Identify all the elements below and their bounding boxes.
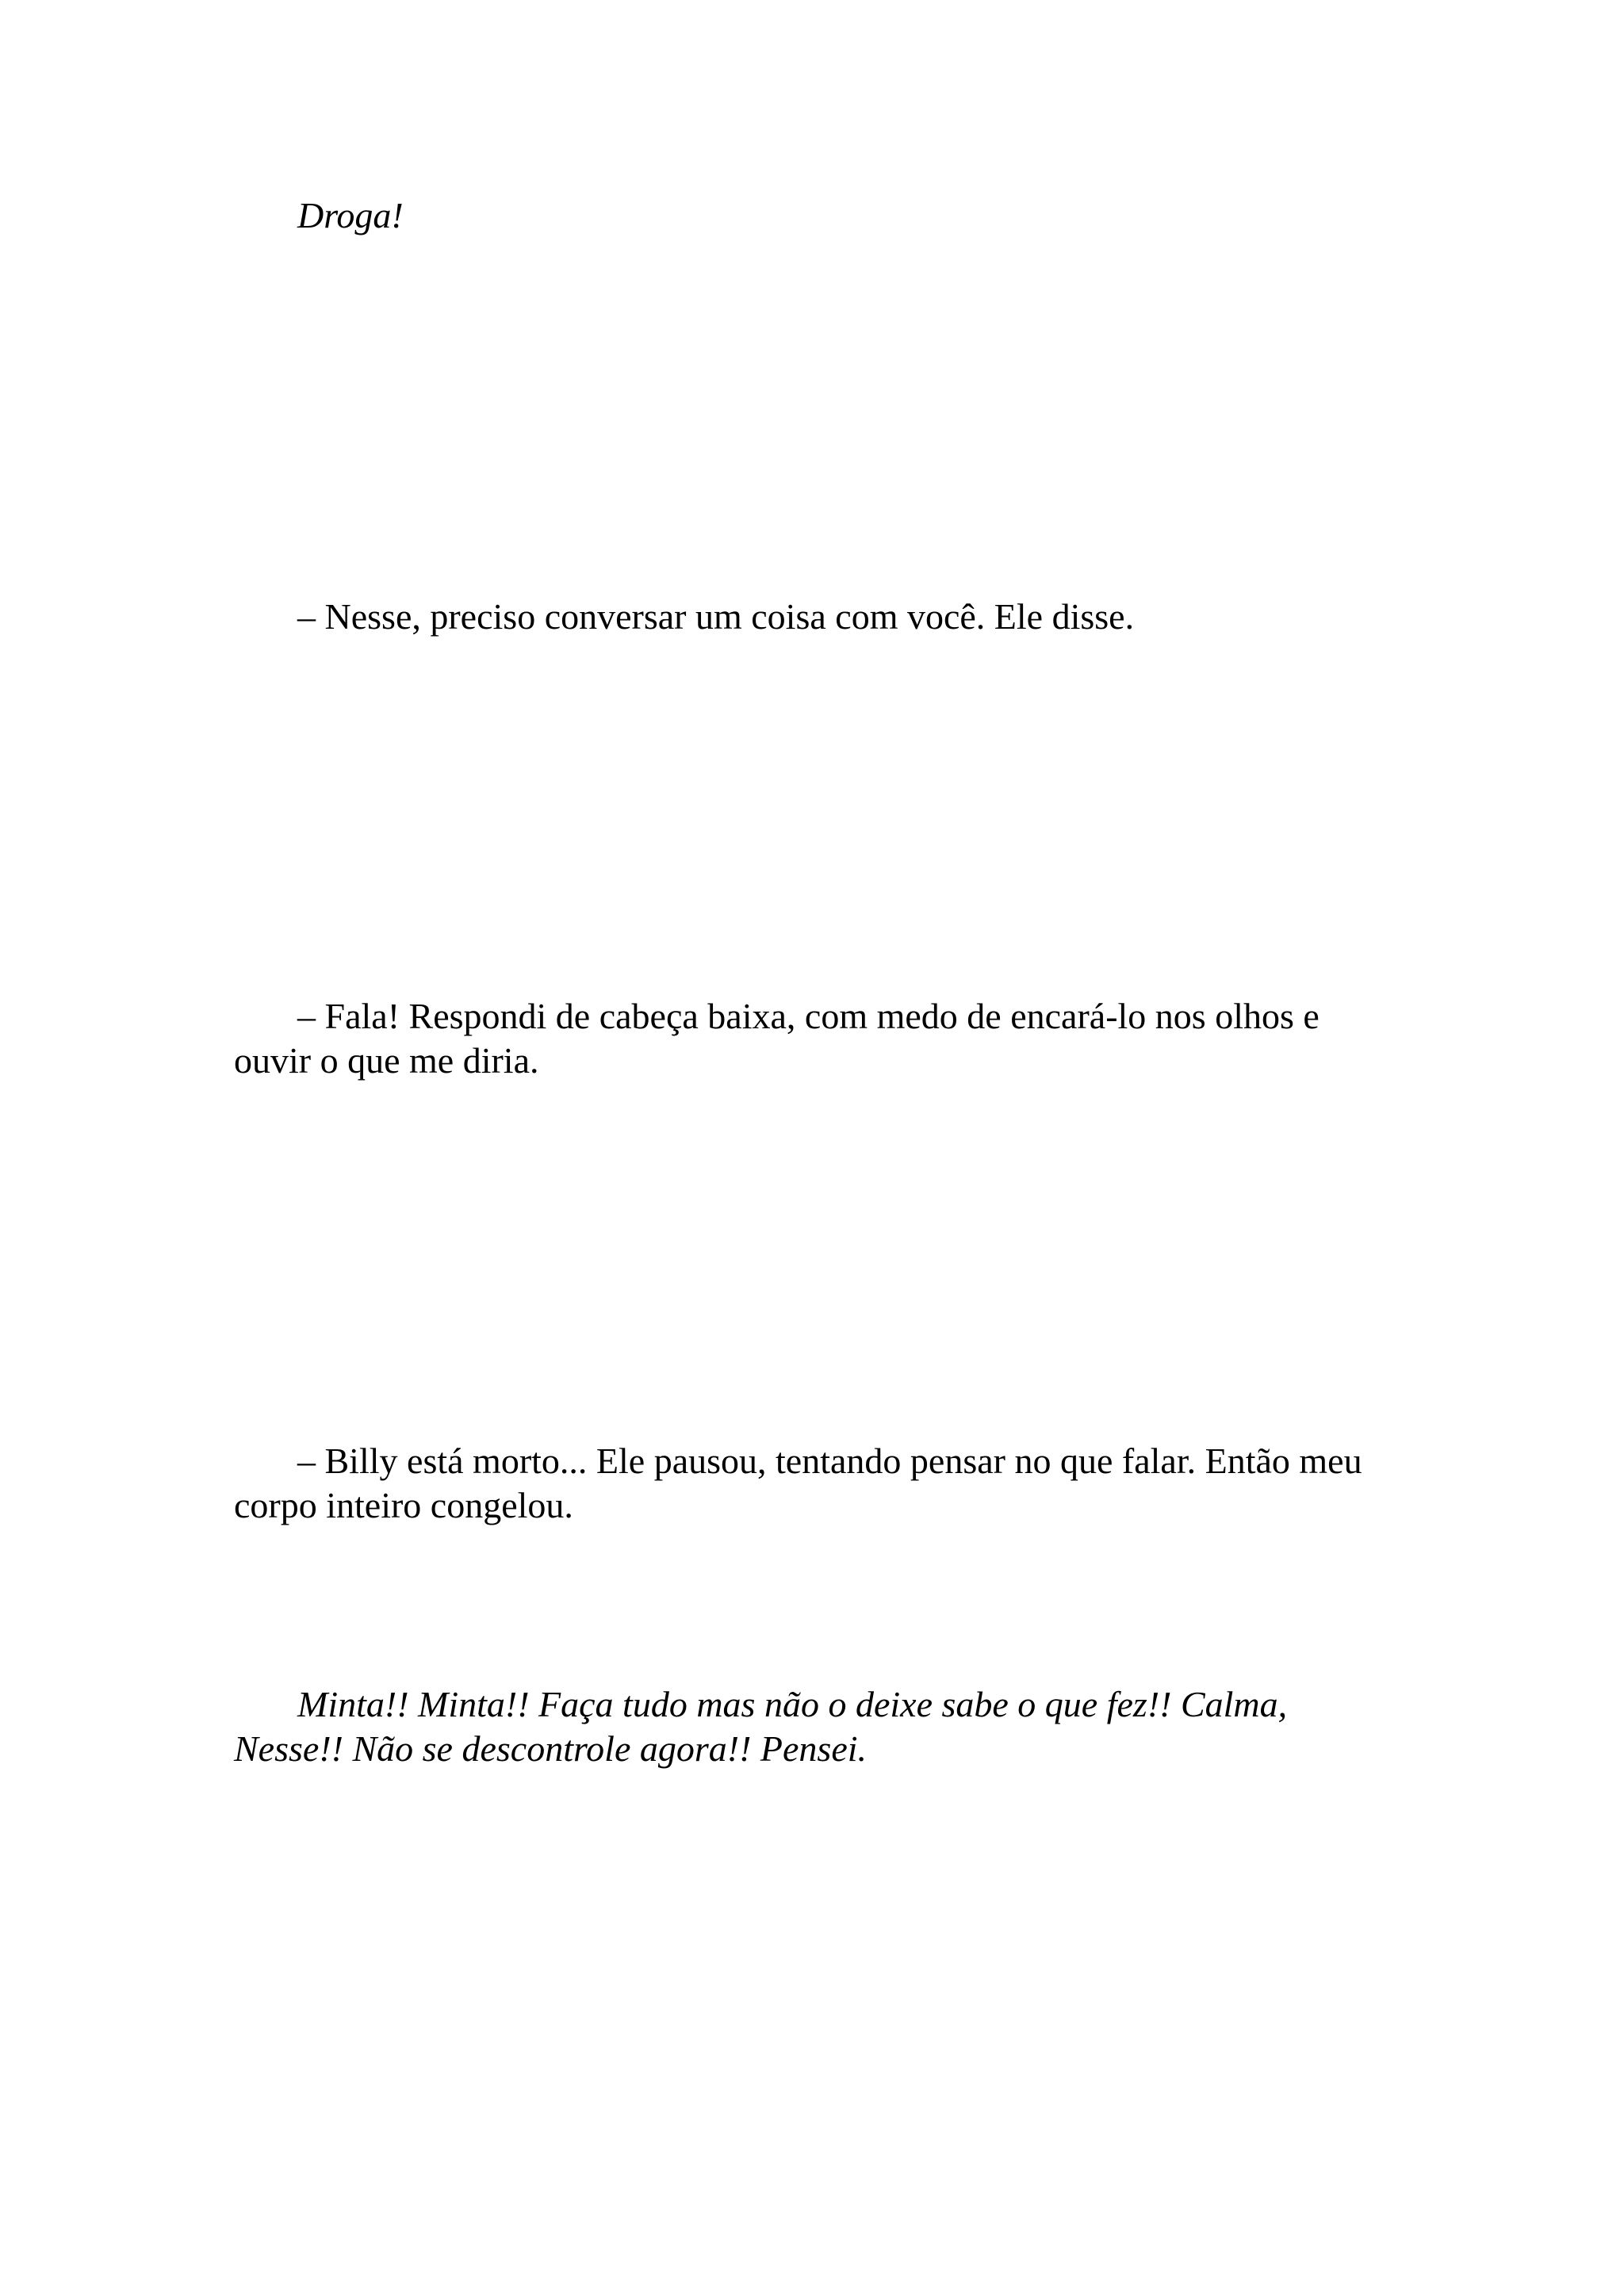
paragraph-2: – Nesse, preciso conversar um coisa com você. Ele disse. <box>297 596 1135 637</box>
paragraph-4: – Billy está morto... Ele pausou, tentando pensar no que falar. Então meu corpo inteiro congelou. <box>234 1441 1362 1525</box>
paragraph-3: – Fala! Respondi de cabeça baixa, com medo de encará-lo nos olhos e ouvir o que me diria. <box>234 996 1320 1081</box>
paragraph-1: Droga! <box>297 195 404 235</box>
paragraph-5: Minta!! Minta!! Faça tudo mas não o deixe sabe o que fez!! Calma, Nesse!! Não se descontrole agora!! Pensei. <box>234 1684 1288 1769</box>
